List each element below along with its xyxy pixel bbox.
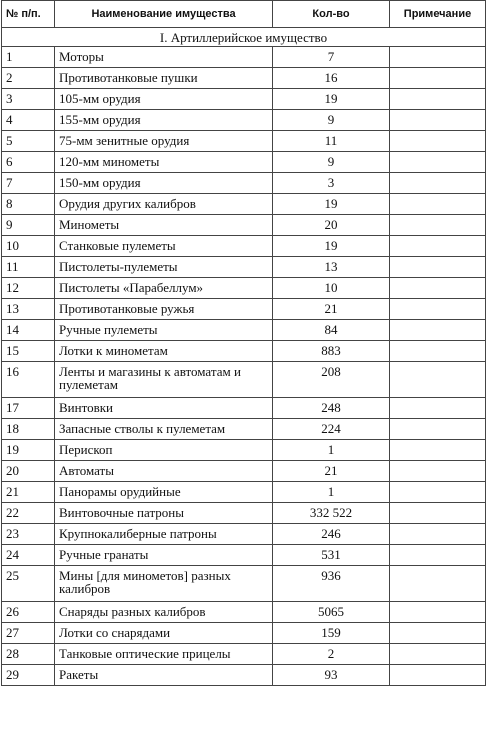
item-quantity: 3 xyxy=(273,173,390,194)
item-quantity: 21 xyxy=(273,299,390,320)
column-header-number: № п/п. xyxy=(2,1,55,28)
table-row xyxy=(2,152,486,173)
item-quantity: 19 xyxy=(273,89,390,110)
item-name: Крупнокалиберные патроны xyxy=(55,524,273,545)
item-quantity: 84 xyxy=(273,320,390,341)
item-note xyxy=(390,320,486,341)
row-number: 11 xyxy=(2,257,55,278)
table-row xyxy=(2,503,486,524)
row-number: 2 xyxy=(2,68,55,89)
item-quantity: 19 xyxy=(273,236,390,257)
item-quantity: 2 xyxy=(273,644,390,665)
item-note xyxy=(390,602,486,623)
item-name: Пистолеты «Парабеллум» xyxy=(55,278,273,299)
table-row xyxy=(2,68,486,89)
row-number: 21 xyxy=(2,482,55,503)
item-note xyxy=(390,545,486,566)
row-number: 9 xyxy=(2,215,55,236)
table-row xyxy=(2,89,486,110)
item-note xyxy=(390,503,486,524)
row-number: 17 xyxy=(2,398,55,419)
row-number: 25 xyxy=(2,566,55,602)
item-name: Снаряды разных калибров xyxy=(55,602,273,623)
table-row xyxy=(2,278,486,299)
row-number: 14 xyxy=(2,320,55,341)
item-name: Противотанковые ружья xyxy=(55,299,273,320)
row-number: 1 xyxy=(2,47,55,68)
item-name: Мины [для минометов] разных калибров xyxy=(55,566,273,602)
row-number: 4 xyxy=(2,110,55,131)
item-name: Станковые пулеметы xyxy=(55,236,273,257)
row-number: 3 xyxy=(2,89,55,110)
item-note xyxy=(390,152,486,173)
table-row xyxy=(2,545,486,566)
item-quantity: 332 522 xyxy=(273,503,390,524)
row-number: 23 xyxy=(2,524,55,545)
item-name: Противотанковые пушки xyxy=(55,68,273,89)
table-row xyxy=(2,47,486,68)
item-note xyxy=(390,341,486,362)
row-number: 18 xyxy=(2,419,55,440)
row-number: 7 xyxy=(2,173,55,194)
row-number: 15 xyxy=(2,341,55,362)
row-number: 24 xyxy=(2,545,55,566)
item-note xyxy=(390,194,486,215)
table-row xyxy=(2,602,486,623)
item-name: Винтовки xyxy=(55,398,273,419)
item-note xyxy=(390,524,486,545)
item-name: 150-мм орудия xyxy=(55,173,273,194)
column-header-quantity: Кол-во xyxy=(273,1,390,28)
item-quantity: 248 xyxy=(273,398,390,419)
row-number: 10 xyxy=(2,236,55,257)
item-note xyxy=(390,482,486,503)
item-quantity: 936 xyxy=(273,566,390,602)
item-note xyxy=(390,623,486,644)
item-name: Ракеты xyxy=(55,665,273,686)
item-quantity: 246 xyxy=(273,524,390,545)
row-number: 19 xyxy=(2,440,55,461)
item-note xyxy=(390,257,486,278)
row-number: 5 xyxy=(2,131,55,152)
item-name: 105-мм орудия xyxy=(55,89,273,110)
item-quantity: 5065 xyxy=(273,602,390,623)
item-quantity: 208 xyxy=(273,362,390,398)
item-name: Винтовочные патроны xyxy=(55,503,273,524)
item-name: Лотки со снарядами xyxy=(55,623,273,644)
item-note xyxy=(390,236,486,257)
row-number: 6 xyxy=(2,152,55,173)
table-row xyxy=(2,644,486,665)
table-row xyxy=(2,440,486,461)
table-row xyxy=(2,215,486,236)
item-name: Ленты и магазины к автоматам и пулеметам xyxy=(55,362,273,398)
item-name: 75-мм зенитные орудия xyxy=(55,131,273,152)
item-quantity: 21 xyxy=(273,461,390,482)
item-quantity: 1 xyxy=(273,440,390,461)
item-quantity: 883 xyxy=(273,341,390,362)
row-number: 29 xyxy=(2,665,55,686)
item-quantity: 93 xyxy=(273,665,390,686)
table-row xyxy=(2,341,486,362)
table-row xyxy=(2,566,486,602)
table-row xyxy=(2,110,486,131)
item-quantity: 531 xyxy=(273,545,390,566)
item-note xyxy=(390,47,486,68)
table-row xyxy=(2,257,486,278)
column-header-note: Примечание xyxy=(390,1,486,28)
item-quantity: 13 xyxy=(273,257,390,278)
row-number: 20 xyxy=(2,461,55,482)
item-name: Минометы xyxy=(55,215,273,236)
item-name: Ручные пулеметы xyxy=(55,320,273,341)
item-note xyxy=(390,362,486,398)
table-row xyxy=(2,524,486,545)
section-title: I. Артиллерийское имущество xyxy=(2,28,486,47)
item-name: Перископ xyxy=(55,440,273,461)
inventory-table xyxy=(1,0,486,686)
item-quantity: 159 xyxy=(273,623,390,644)
item-note xyxy=(390,89,486,110)
row-number: 13 xyxy=(2,299,55,320)
row-number: 28 xyxy=(2,644,55,665)
item-name: Моторы xyxy=(55,47,273,68)
item-name: Панорамы орудийные xyxy=(55,482,273,503)
item-name: Ручные гранаты xyxy=(55,545,273,566)
item-name: Танковые оптические прицелы xyxy=(55,644,273,665)
table-row xyxy=(2,461,486,482)
item-quantity: 9 xyxy=(273,152,390,173)
row-number: 26 xyxy=(2,602,55,623)
item-quantity: 9 xyxy=(273,110,390,131)
item-note xyxy=(390,440,486,461)
table-row xyxy=(2,299,486,320)
row-number: 16 xyxy=(2,362,55,398)
table-row xyxy=(2,362,486,398)
table-row xyxy=(2,131,486,152)
table-row xyxy=(2,419,486,440)
item-quantity: 7 xyxy=(273,47,390,68)
table-body xyxy=(2,28,486,686)
item-note xyxy=(390,110,486,131)
table-row xyxy=(2,482,486,503)
table-row xyxy=(2,623,486,644)
table-row xyxy=(2,173,486,194)
table-row xyxy=(2,320,486,341)
item-quantity: 20 xyxy=(273,215,390,236)
item-name: Пистолеты-пулеметы xyxy=(55,257,273,278)
item-note xyxy=(390,299,486,320)
item-note xyxy=(390,644,486,665)
item-note xyxy=(390,131,486,152)
table-row xyxy=(2,194,486,215)
column-header-name: Наименование имущества xyxy=(55,1,273,28)
item-note xyxy=(390,173,486,194)
table-row xyxy=(2,236,486,257)
row-number: 8 xyxy=(2,194,55,215)
item-note xyxy=(390,461,486,482)
table-row xyxy=(2,398,486,419)
item-note xyxy=(390,419,486,440)
item-quantity: 10 xyxy=(273,278,390,299)
item-name: Лотки к минометам xyxy=(55,341,273,362)
item-name: 155-мм орудия xyxy=(55,110,273,131)
item-name: Орудия других калибров xyxy=(55,194,273,215)
header-row xyxy=(2,1,486,28)
item-quantity: 16 xyxy=(273,68,390,89)
item-name: Автоматы xyxy=(55,461,273,482)
item-note xyxy=(390,398,486,419)
item-quantity: 19 xyxy=(273,194,390,215)
item-name: 120-мм минометы xyxy=(55,152,273,173)
item-note xyxy=(390,215,486,236)
row-number: 22 xyxy=(2,503,55,524)
section-row xyxy=(2,28,486,47)
row-number: 12 xyxy=(2,278,55,299)
item-note xyxy=(390,665,486,686)
row-number: 27 xyxy=(2,623,55,644)
item-name: Запасные стволы к пулеметам xyxy=(55,419,273,440)
item-note xyxy=(390,566,486,602)
item-quantity: 224 xyxy=(273,419,390,440)
item-quantity: 1 xyxy=(273,482,390,503)
table-row xyxy=(2,665,486,686)
item-note xyxy=(390,68,486,89)
item-quantity: 11 xyxy=(273,131,390,152)
item-note xyxy=(390,278,486,299)
